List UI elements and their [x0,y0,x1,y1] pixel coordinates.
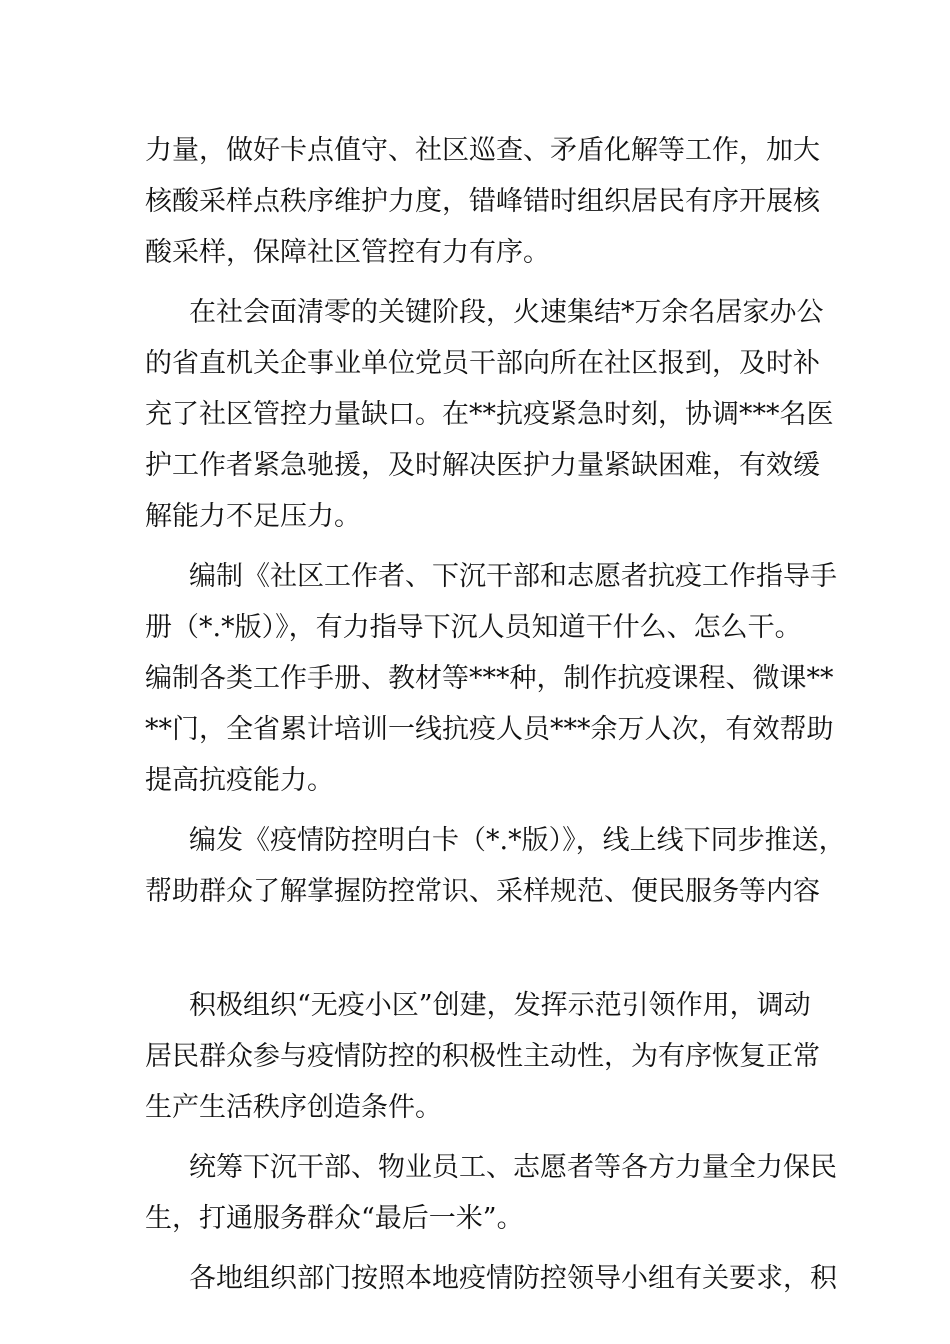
paragraph-epidemic-free-community [145,980,820,1133]
text-line: 护工作者紧急驰援，及时解决医护力量紧缺困难，有效缓 [145,450,820,481]
text-line: 居民群众参与疫情防控的积极性主动性，为有序恢复正常 [145,1041,820,1072]
paragraph-organization-departments [145,1253,837,1304]
text-line: 充了社区管控力量缺口。在**抗疫紧急时刻，协调***名医 [145,399,834,430]
text-line: 在社会面清零的关键阶段，火速集结*万余名居家办公 [189,297,824,328]
text-line: 编发《疫情防控明白卡（*.*版）》，线上线下同步推送， [189,825,846,856]
text-line: 生产生活秩序创造条件。 [145,1092,442,1123]
text-line: 的省直机关企事业单位党员干部向所在社区报到，及时补 [145,348,820,379]
text-line: 册（*.*版）》，有力指导下沉人员知道干什么、怎么干。 [145,612,802,643]
paragraph-community-control [145,125,820,278]
document-body [145,125,846,1304]
text-line: 解能力不足压力。 [145,501,361,532]
paragraph-livelihood-service [145,1142,837,1244]
text-line: 编制《社区工作者、下沉干部和志愿者抗疫工作指导手 [189,561,837,592]
text-line: 积极组织“无疫小区”创建，发挥示范引领作用，调动 [189,990,811,1021]
text-line: 帮助群众了解掌握防控常识、采样规范、便民服务等内容 [145,876,820,907]
text-line: 各地组织部门按照本地疫情防控领导小组有关要求，积 [189,1263,837,1294]
text-line: 提高抗疫能力。 [145,765,334,796]
text-line: 核酸采样点秩序维护力度，错峰错时组织居民有序开展核 [145,186,820,217]
text-line: 编制各类工作手册、教材等***种，制作抗疫课程、微课** [145,663,834,694]
paragraph-cadre-mobilization [145,287,834,542]
text-line: 酸采样，保障社区管控有力有序。 [145,237,550,268]
text-line: **门，全省累计培训一线抗疫人员***余万人次，有效帮助 [145,714,834,745]
paragraph-handbook [145,551,837,806]
paragraph-info-card [145,815,846,917]
text-line: 统筹下沉干部、物业员工、志愿者等各方力量全力保民 [189,1152,837,1183]
text-line: 力量，做好卡点值守、社区巡查、矛盾化解等工作，加大 [145,135,820,166]
text-line: 生，打通服务群众“最后一米”。 [145,1203,524,1234]
